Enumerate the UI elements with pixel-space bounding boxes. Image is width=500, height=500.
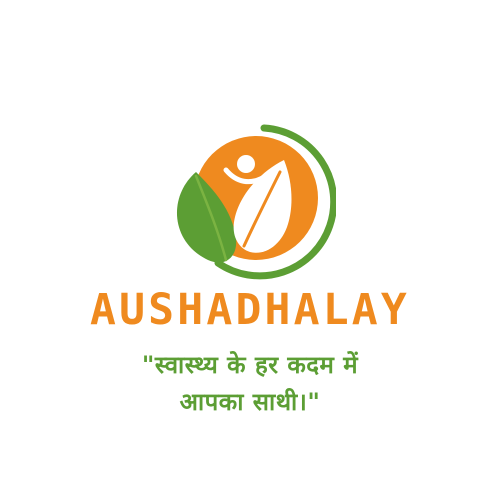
logo-person-head [237, 155, 255, 173]
tagline-line-2: आपका साथी।" [179, 388, 321, 416]
leaf-person-icon [164, 110, 336, 282]
tagline-line-1: "स्वास्थ्य के हर कदम में [141, 351, 359, 379]
brand-name: AUSHADHALAY [90, 285, 410, 335]
